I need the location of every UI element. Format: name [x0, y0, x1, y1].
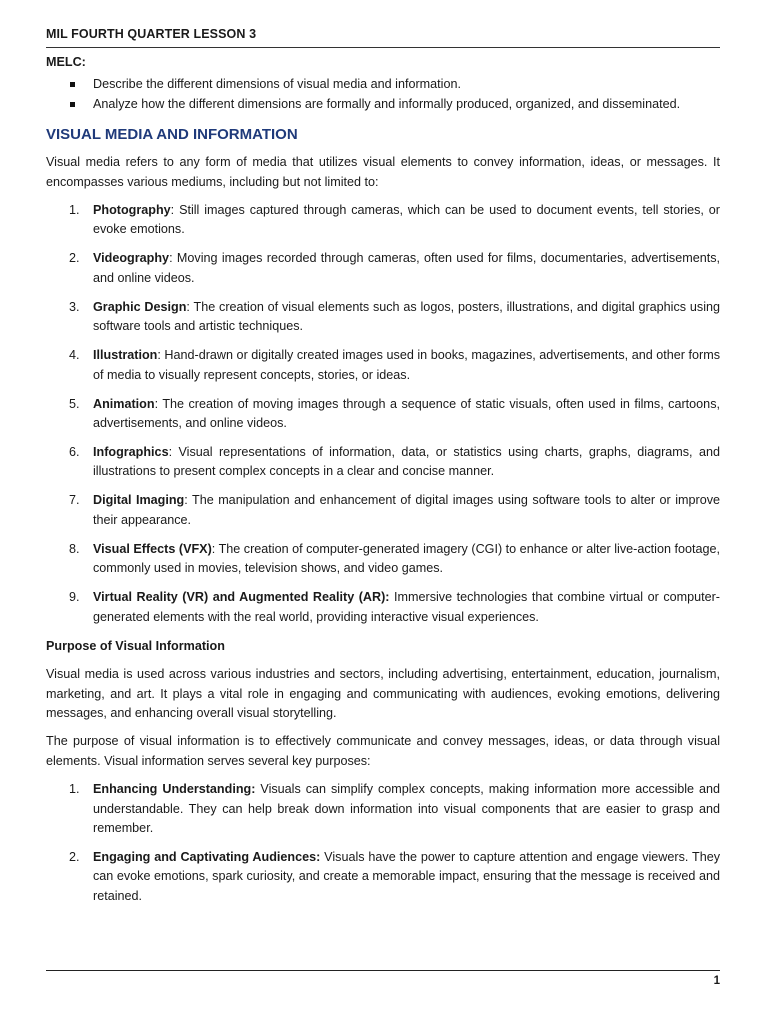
medium-item: 4. Illustration: Hand-drawn or digitally created images used in books, magazines, advertisements, and other forms of media to visually represent concepts, stories, or ideas.	[69, 348, 721, 382]
bullet-square-icon	[70, 82, 75, 87]
medium-item: 1. Photography: Still images captured through cameras, which can be used to document events, tell stories, or evoke emotions.	[69, 203, 720, 237]
document-body	[46, 53, 720, 916]
purpose-item: 1. Enhancing Understanding: Visuals can simplify complex concepts, making information more accessible and understandable. They can help break down information into visual components that are easier to grasp and remember.	[69, 782, 721, 835]
medium-item: 7. Digital Imaging: The manipulation and enhancement of digital images using software tools to alter or improve their appearance.	[69, 493, 721, 527]
medium-item: 3. Graphic Design: The creation of visual elements such as logos, posters, illustrations, and digital graphics using software tools and artistic techniques.	[69, 299, 720, 334]
medium-item: 8. Visual Effects (VFX): The creation of computer-generated imagery (CGI) to enhance or alter live-action footage, commonly used in movies, television shows, and video games.	[69, 541, 720, 576]
purpose-paragraph: The purpose of visual information is to effectively communicate and convey messages, ideas, or data through visual elements. Visual information serves several key purposes:	[46, 734, 720, 768]
purpose-paragraph: Visual media is used across various industries and sectors, including advertising, entertainment, education, journalism, marketing, and art. It plays a vital role in engaging and communicating with audiences, evoking emotions, delivering messages, and enhancing overall visual storytelling.	[46, 667, 720, 720]
mediums-list	[46, 201, 720, 627]
melc-item: Describe the different dimensions of visual media and information.	[46, 75, 720, 94]
page-number: 1	[713, 975, 720, 987]
melc-list	[46, 75, 720, 114]
medium-item: 2. Videography: Moving images recorded through cameras, often used for films, documentaries, advertisements, and online videos.	[69, 251, 721, 285]
medium-item: 9. Virtual Reality (VR) and Augmented Reality (AR): Immersive technologies that combine virtual or computer-generated elements with the real world, providing interactive visual experiences.	[69, 590, 721, 624]
medium-item: 5. Animation: The creation of moving images through a sequence of static visuals, often used in films, cartoons, advertisements, and online videos.	[69, 396, 720, 431]
header-divider	[46, 47, 720, 48]
intro-paragraph: Visual media refers to any form of media that utilizes visual elements to convey information, ideas, or messages. It encompasses various mediums, including but not limited to:	[46, 155, 720, 189]
document-page	[46, 0, 720, 1024]
header-title: MIL FOURTH QUARTER LESSON 3	[46, 27, 257, 41]
melc-item: Analyze how the different dimensions are formally and informally produced, organized, and disseminated.	[46, 95, 720, 114]
purpose-item: 2. Engaging and Captivating Audiences: Visuals have the power to capture attention and engage viewers. They can evoke emotions, spark curiosity, and create a memorable impact, ensuring that the message is received and retained.	[69, 849, 721, 903]
section-title: VISUAL MEDIA AND INFORMATION	[46, 126, 298, 144]
footer-divider	[46, 970, 720, 971]
purposes-list	[46, 780, 720, 906]
melc-label: MELC:	[46, 55, 86, 69]
purpose-title: Purpose of Visual Information	[46, 638, 225, 653]
bullet-square-icon	[70, 102, 75, 107]
medium-item: 6. Infographics: Visual representations of information, data, or statistics using charts, graphs, diagrams, and illustrations to present complex concepts in a clear and concise manner.	[69, 445, 720, 479]
